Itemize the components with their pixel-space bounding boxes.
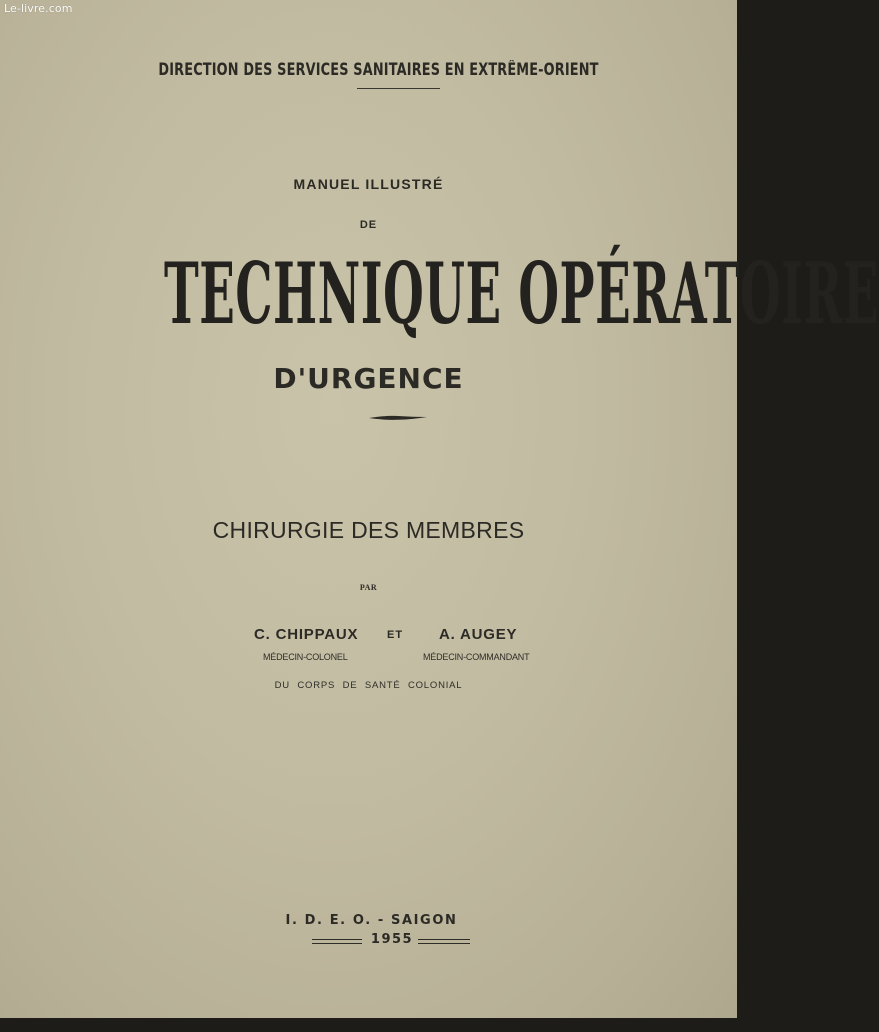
scan-bottom-edge (0, 1018, 737, 1032)
site-watermark: Le-livre.com (4, 2, 73, 15)
author-rank-1: MÉDECIN-COLONEL (263, 652, 348, 662)
author-affiliation: DU CORPS DE SANTÉ COLONIAL (274, 680, 463, 691)
author-name-2: A. AUGEY (439, 626, 518, 643)
header-divider (357, 88, 440, 89)
title-kicker: MANUEL ILLUSTRÉ (293, 176, 444, 192)
book-title: TECHNIQUE OPÉRATOIRE (163, 244, 879, 343)
year-right-rule (418, 939, 470, 944)
byline-par: PAR (359, 583, 378, 592)
author-rank-2: MÉDECIN-COMMANDANT (423, 652, 530, 662)
section-title: CHIRURGIE DES MEMBRES (212, 517, 525, 543)
ornamental-swash (368, 414, 428, 422)
title-connector: DE (359, 219, 378, 231)
publisher-imprint: I. D. E. O. - SAIGON (285, 913, 458, 928)
publisher-direction-heading: DIRECTION DES SERVICES SANITAIRES EN EXTRÊME-ORIENT (158, 60, 599, 79)
byline-conjunction: ET (387, 629, 404, 641)
year-row (312, 932, 472, 950)
author-name-1: C. CHIPPAUX (254, 626, 359, 643)
year-left-rule (312, 939, 362, 944)
publication-year: 1955 (370, 932, 414, 947)
book-subtitle: D'URGENCE (273, 362, 464, 395)
